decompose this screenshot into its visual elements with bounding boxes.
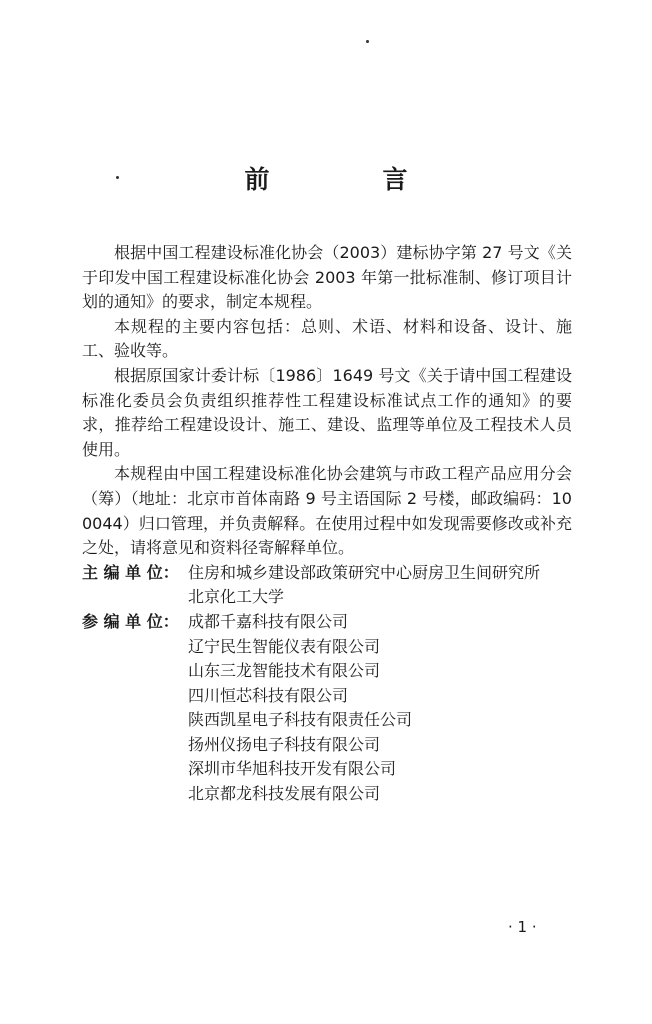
page-title: 前 言 (244, 165, 452, 194)
participating-units-block (82, 610, 572, 807)
paragraph: 根据原国家计委计标〔1986〕1649 号文《关于请中国工程建设标准化委员会负责组织推荐性工程建设标准试点工作的通知》的要求，推荐给工程建设设计、施工、建设、监理等单位及工程技术人员使用。 (82, 365, 572, 459)
scan-speck (366, 40, 369, 43)
list-item: 辽宁民生智能仪表有限公司 (188, 636, 381, 656)
list-item: 陕西凯星电子科技有限责任公司 (188, 710, 413, 730)
paragraph: 本规程由中国工程建设标准化协会建筑与市政工程产品应用分会（筹）（地址：北京市首体南路 9 号主语国际 2 号楼，邮政编码：100044）归口管理，并负责解释。在使用过程中如发现需要修改或补充之处，请将意见和资料径寄解释单位。 (82, 464, 572, 558)
paragraph: 根据中国工程建设标准化协会（2003）建标协字第 27 号文《关于印发中国工程建设标准化协会 2003 年第一批标准制、修订项目计划的通知》的要求，制定本规程。 (82, 243, 572, 312)
chief-units-label: 主 编 单 位： (82, 562, 179, 582)
page-number: · 1 · (508, 918, 537, 936)
paragraph: 本规程的主要内容包括：总则、术语、材料和设备、设计、施工、验收等。 (82, 316, 572, 361)
list-item: 成都千嘉科技有限公司 (188, 611, 349, 631)
list-item: 深圳市华旭科技开发有限公司 (188, 759, 397, 779)
participating-units-list (188, 610, 572, 807)
list-item: 四川恒芯科技有限公司 (188, 685, 349, 705)
list-item: 山东三龙智能技术有限公司 (188, 661, 381, 681)
list-item: 北京化工大学 (188, 587, 285, 607)
participating-units-label: 参 编 单 位： (82, 611, 179, 631)
chief-units-list (188, 561, 572, 610)
list-item: 扬州仪扬电子科技有限公司 (188, 734, 381, 754)
list-item: 北京都龙科技发展有限公司 (188, 784, 381, 804)
list-item: 住房和城乡建设部政策研究中心厨房卫生间研究所 (188, 562, 541, 582)
chief-units-block (82, 561, 572, 610)
preface-body (82, 241, 572, 807)
